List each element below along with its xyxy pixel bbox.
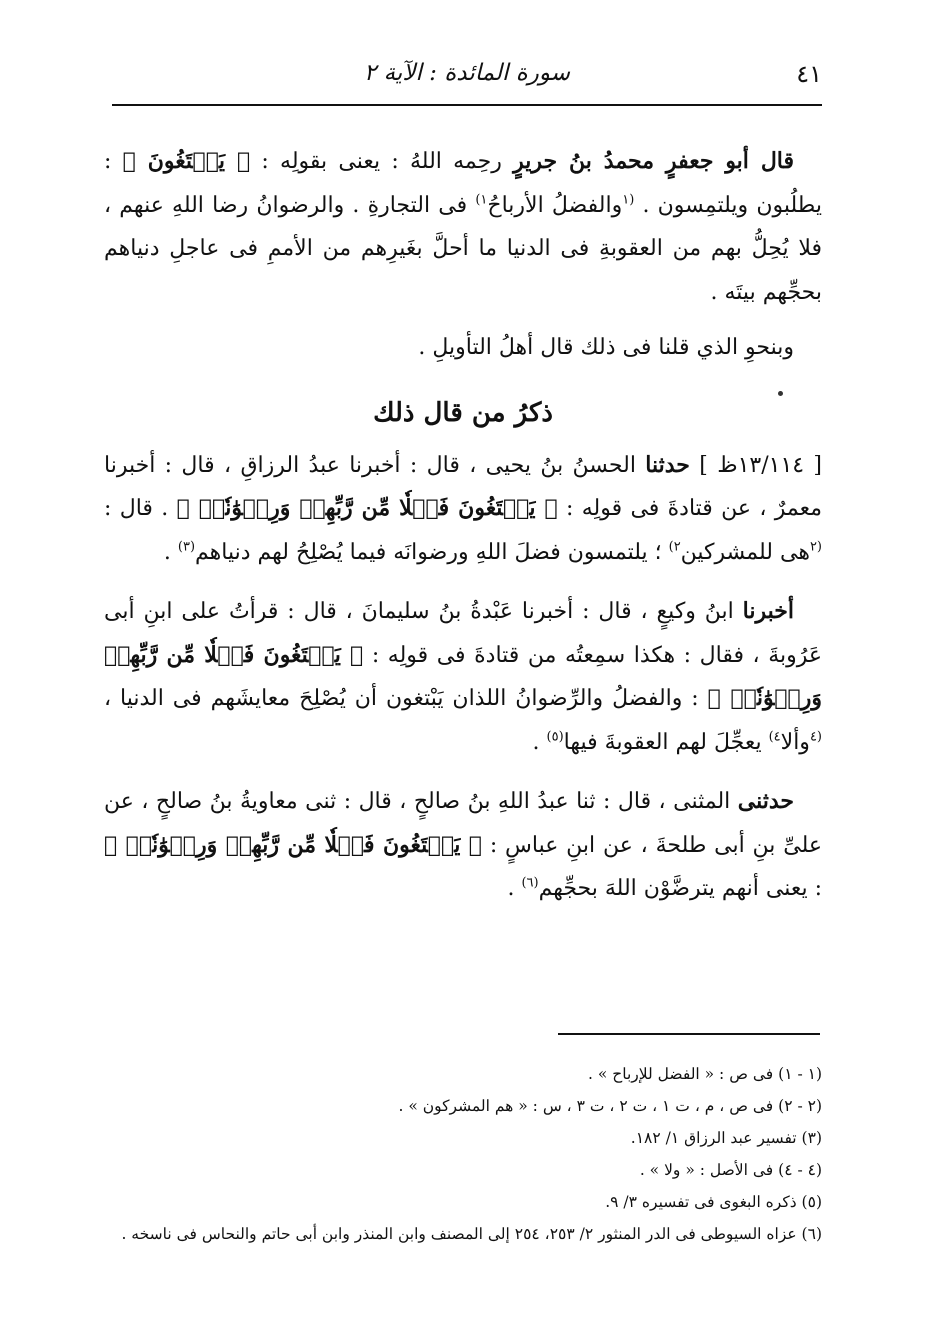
footnote-1: (١ - ١) فى ص : « الفضل للإرباح » . [587, 1065, 822, 1083]
footnote-ref: (٦) [521, 875, 539, 891]
manuscript-ref: [ ١٣/١١٤ظ ] [699, 452, 823, 478]
paragraph-1 [104, 140, 822, 314]
footnote-4: (٤ - ٤) فى الأصل : « ولا » . [639, 1161, 822, 1179]
footnote-5: (٥) ذكره البغوى فى تفسيره ٣/ ٩. [605, 1193, 822, 1211]
text-run: . [163, 539, 178, 565]
text-run: رحِمه اللهُ : يعنى بقولِه : [250, 149, 514, 174]
text-run: . قال : [104, 496, 177, 521]
paragraph-2: وبنحوِ الذي قلنا فى ذلك قال أهلُ التأويلِ . [418, 335, 794, 360]
footnote-ref: ٢) [668, 539, 681, 555]
surah-verse-title: سورة المائدة : الآية ٢ [363, 60, 571, 86]
quran-quote: ﴿ يَبۡتَغُونَ فَضۡلٗا مِّن رَّبِّهِمۡ وَرِضۡوَٰنٗاۚ ﴾ [104, 831, 482, 858]
footnote-ref: (٤ [809, 729, 822, 745]
text-run: ؛ يلتمسون فضلَ اللهِ ورضوانَه فيما يُصْلِحُ لهم دنياهم [195, 539, 669, 565]
text-run: هى للمشركين [680, 539, 810, 565]
text-run: المثنى ، قال : ثنا عبدُ اللهِ بنُ صالحٍ ، قال : ثنى معاويةُ بنُ صالحٍ ، عن علىِّ بنِ أبى طلحةَ ، عن ابنِ عباسٍ : [104, 789, 822, 858]
quran-quote: ﴿ يَبۡتَغُونَ فَضۡلٗا مِّن رَّبِّهِمۡ وَرِضۡوَٰنٗاۚ ﴾ [176, 495, 558, 521]
page-number: ٤١ [796, 60, 822, 88]
paragraph-3 [104, 444, 822, 575]
footnote-ref: (٢ [809, 539, 822, 555]
text-run: : والفضلُ والرِّضوانُ اللذان يَبْتغون أن يُصْلِحَ معايشَهم فى الدنيا ، [104, 686, 708, 711]
text-run: : يعنى أنهم يترضَّوْن اللهَ بحجِّهم [538, 876, 822, 901]
header-rule [112, 104, 822, 106]
footnote-ref: ٤) [768, 729, 781, 745]
text-run: : يطلُبون ويلتمِسون . [104, 149, 822, 218]
text-run: والفضلُ الأرباحُ [487, 192, 623, 218]
narrator: أخبرنا [742, 598, 794, 624]
footnotes [104, 1058, 822, 1250]
paragraph-5 [104, 780, 822, 911]
running-header [112, 58, 822, 98]
footnote-rule [558, 1033, 820, 1035]
footnote-ref: (١ [622, 192, 635, 208]
text-run: الحسنُ بنُ يحيى ، قال : أخبرنا عبدُ الرزاقِ ، قال : أخبرنا معمرٌ ، عن قتادةَ فى قولِه : [104, 452, 823, 521]
narrator: قال أبو جعفرٍ محمدُ بنُ جريرٍ [513, 148, 795, 174]
narrator: حدثنى [737, 788, 794, 814]
narrator: حدثنا [645, 451, 690, 478]
ink-dot [778, 391, 783, 396]
footnote-3: (٣) تفسير عبد الرزاق ١/ ١٨٢. [630, 1129, 822, 1147]
footnote-6: (٦) عزاه السيوطى فى الدر المنثور ٢/ ٢٥٣، ٢٥٤ إلى المصنف وابن المنذر وابن أبى حاتم والنحاس فى ناسخه . [121, 1225, 822, 1243]
footnote-2: (٢ - ٢) فى ص ، م ، ت ١ ، ت ٢ ، ت ٣ ، س : « هم المشركون » . [398, 1097, 822, 1115]
text-run: . [507, 876, 522, 901]
text-run: فى التجارةِ . والرضوانُ رضا اللهِ عنهم ، فلا يُحِلُّ بهم من العقوبةِ فى الدنيا ما أحلَّ بغَيرِهم من الأممِ فى عاجلِ دنياهم بحجِّهم بيتَه . [104, 192, 822, 305]
footnote-ref: ١) [475, 192, 488, 208]
quran-quote: ﴿ يَبۡتَغُونَ فَضۡلٗا مِّن رَّبِّهِمۡ وَرِضۡوَٰنٗاۚ ﴾ [104, 641, 822, 711]
paragraph-4 [104, 590, 822, 764]
footnote-ref: (٣) [177, 539, 196, 555]
text-run: ابنُ وكيعٍ ، قال : أخبرنا عَبْدةُ بنُ سليمانَ ، قال : قرأتُ على ابنِ أبى عَرُوبةَ ، فقال : هكذا سمِعتُه من قتادةَ فى قولِه : [104, 599, 822, 668]
section-heading: ذكرُ من قال ذلك [373, 397, 553, 428]
quran-quote: ﴿ يَبۡتَغُونَ ﴾ [122, 148, 251, 174]
footnote-ref: (٥) [546, 729, 564, 745]
main-text [104, 140, 822, 911]
text-run: وألا [780, 729, 810, 755]
text-run: يعجِّلَ لهم العقوبةَ فيها [563, 729, 769, 755]
text-run: . [532, 729, 547, 755]
